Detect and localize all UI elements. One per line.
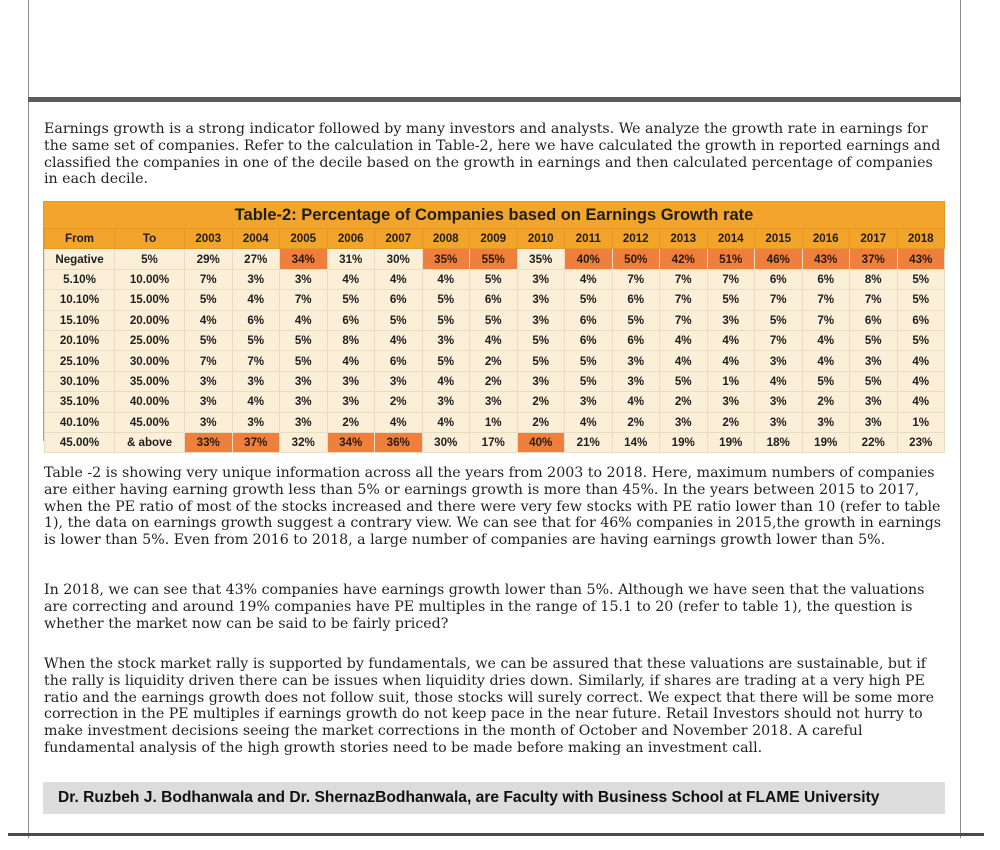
range-from-cell: 35.10% [45,392,115,412]
value-cell: 4% [660,330,708,350]
range-from-cell: 20.10% [45,330,115,350]
value-cell: 5% [422,351,470,371]
analysis-paragraph: Table -2 is showing very unique information across all the years from 2003 to 2018. Here, maximum numbers of companies are either having earning growth less than 5% or earnings growth is more than 45%. In the years between 2015 to 2017, when the PE ratio of most of the stocks increased and there were very few stocks with PE ratio lower than 10 (refer to table 1), the data on earnings growth suggest a contrary view. We can see that for 46% companies in 2015,the growth in earnings is lower than 5%. Even from 2016 to 2018, a large number of companies are having earnings growth lower than 5%. [44,465,942,549]
table-row [45,269,945,289]
value-cell: 6% [375,290,423,310]
value-cell: 6% [802,269,850,289]
value-cell: 3% [232,412,280,432]
value-cell: 2% [517,392,565,412]
range-from-cell: 15.10% [45,310,115,330]
conclusion-paragraph: When the stock market rally is supported by fundamentals, we can be assured that these valuations are sustainable, but if the rally is liquidity driven there can be issues when liquidity dries down. Similarly, if shares are trading at a very high PE ratio and the earnings growth does not follow suit, those stocks will surely correct. We expect that there will be some more correction in the PE multiples if earnings growth do not keep pace in the near future. Retail Investors should not hurry to make investment decisions seeing the market corrections in the month of October and November 2018. A careful fundamental analysis of the high growth stories need to be made before making an investment call. [44,656,934,756]
value-cell: 5% [185,290,233,310]
header-cell: 2009 [470,229,518,249]
value-cell: 3% [185,412,233,432]
range-to-cell: 45.00% [115,412,185,432]
table-row [45,412,945,432]
value-cell: 42% [660,249,708,269]
range-to-cell: 40.00% [115,392,185,412]
value-cell: 7% [660,290,708,310]
value-cell: 4% [375,412,423,432]
value-cell: 31% [327,249,375,269]
value-cell: 40% [517,432,565,452]
value-cell: 6% [565,310,613,330]
value-cell: 5% [660,371,708,391]
value-cell: 4% [280,310,328,330]
value-cell: 55% [470,249,518,269]
value-cell: 2% [327,412,375,432]
value-cell: 3% [422,330,470,350]
value-cell: 4% [707,351,755,371]
value-cell: 1% [470,412,518,432]
value-cell: 34% [280,249,328,269]
header-cell: 2015 [755,229,803,249]
intro-paragraph: Earnings growth is a strong indicator followed by many investors and analysts. We analyze the growth rate in earnings for the same set of companies. Refer to the calculation in Table-2, here we have calculated the growth in reported earnings and classified the companies in one of the decile based on the growth in earnings and then calculated percentage of companies in each decile. [44,121,941,188]
value-cell: 4% [185,310,233,330]
value-cell: 5% [185,330,233,350]
value-cell: 8% [850,269,898,289]
value-cell: 35% [422,249,470,269]
value-cell: 3% [327,392,375,412]
value-cell: 43% [802,249,850,269]
value-cell: 6% [327,310,375,330]
range-from-cell: 40.10% [45,412,115,432]
range-to-cell: 20.00% [115,310,185,330]
value-cell: 3% [660,412,708,432]
value-cell: 4% [897,351,945,371]
value-cell: 2% [375,392,423,412]
top-divider [28,97,961,102]
header-cell: 2008 [422,229,470,249]
header-cell: 2018 [897,229,945,249]
value-cell: 3% [707,310,755,330]
value-cell: 4% [327,269,375,289]
range-to-cell: 10.00% [115,269,185,289]
range-from-cell: 45.00% [45,432,115,452]
value-cell: 5% [327,290,375,310]
value-cell: 7% [232,351,280,371]
value-cell: 3% [755,351,803,371]
value-cell: 14% [612,432,660,452]
range-to-cell: 30.00% [115,351,185,371]
header-cell: 2004 [232,229,280,249]
value-cell: 7% [185,351,233,371]
value-cell: 37% [232,432,280,452]
value-cell: 4% [755,371,803,391]
value-cell: 23% [897,432,945,452]
table-row [45,392,945,412]
value-cell: 6% [755,269,803,289]
value-cell: 4% [232,392,280,412]
value-cell: 17% [470,432,518,452]
value-cell: 4% [422,371,470,391]
range-from-cell: 5.10% [45,269,115,289]
value-cell: 19% [660,432,708,452]
value-cell: 5% [850,371,898,391]
value-cell: 32% [280,432,328,452]
header-cell: From [45,229,115,249]
value-cell: 2% [660,392,708,412]
value-cell: 50% [612,249,660,269]
value-cell: 7% [185,269,233,289]
value-cell: 3% [755,412,803,432]
table-row [45,249,945,269]
value-cell: 3% [517,290,565,310]
value-cell: 37% [850,249,898,269]
value-cell: 3% [375,371,423,391]
value-cell: 3% [517,269,565,289]
value-cell: 2% [802,392,850,412]
table-row [45,371,945,391]
header-cell: 2010 [517,229,565,249]
value-cell: 33% [185,432,233,452]
value-cell: 2% [612,412,660,432]
value-cell: 4% [612,392,660,412]
value-cell: 2% [470,371,518,391]
value-cell: 19% [802,432,850,452]
header-cell: 2007 [375,229,423,249]
header-cell: 2016 [802,229,850,249]
value-cell: 21% [565,432,613,452]
value-cell: 3% [185,371,233,391]
header-cell: To [115,229,185,249]
value-cell: 7% [660,310,708,330]
value-cell: 4% [660,351,708,371]
value-cell: 5% [897,290,945,310]
value-cell: 7% [660,269,708,289]
earnings-growth-table [43,201,945,450]
value-cell: 51% [707,249,755,269]
value-cell: 4% [565,412,613,432]
range-from-cell: 10.10% [45,290,115,310]
value-cell: 3% [802,412,850,432]
value-cell: 35% [517,249,565,269]
value-cell: 3% [280,392,328,412]
value-cell: 34% [327,432,375,452]
range-to-cell: 25.00% [115,330,185,350]
value-cell: 5% [897,330,945,350]
value-cell: 4% [802,351,850,371]
header-cell: 2017 [850,229,898,249]
table-row [45,290,945,310]
range-from-cell: 25.10% [45,351,115,371]
value-cell: 5% [755,310,803,330]
range-to-cell: & above [115,432,185,452]
value-cell: 3% [612,351,660,371]
value-cell: 2% [470,351,518,371]
value-cell: 4% [802,330,850,350]
header-cell: 2005 [280,229,328,249]
value-cell: 29% [185,249,233,269]
value-cell: 4% [707,330,755,350]
valuation-paragraph: In 2018, we can see that 43% companies have earnings growth lower than 5%. Although we have seen that the valuations are correcting and around 19% companies have PE multiples in the range of 15.1 to 20 (refer to table 1), the question is whether the market now can be said to be fairly priced? [44,582,925,632]
value-cell: 3% [612,371,660,391]
table-body [45,249,945,453]
value-cell: 5% [565,351,613,371]
table-row [45,432,945,452]
value-cell: 6% [470,290,518,310]
value-cell: 3% [422,392,470,412]
value-cell: 3% [517,371,565,391]
value-cell: 6% [897,310,945,330]
value-cell: 2% [517,412,565,432]
value-cell: 4% [470,330,518,350]
value-cell: 3% [850,351,898,371]
value-cell: 3% [517,310,565,330]
value-cell: 5% [422,310,470,330]
value-cell: 4% [422,269,470,289]
value-cell: 4% [565,269,613,289]
author-credit-box [43,782,945,814]
value-cell: 3% [327,371,375,391]
value-cell: 30% [422,432,470,452]
value-cell: 46% [755,249,803,269]
data-table [44,228,945,453]
author-credit: Dr. Ruzbeh J. Bodhanwala and Dr. ShernazBodhanwala, are Faculty with Business School at FLAME University [58,789,880,806]
value-cell: 3% [850,412,898,432]
value-cell: 3% [232,371,280,391]
value-cell: 19% [707,432,755,452]
value-cell: 6% [232,310,280,330]
header-cell: 2006 [327,229,375,249]
value-cell: 4% [232,290,280,310]
value-cell: 5% [470,310,518,330]
range-to-cell: 35.00% [115,371,185,391]
range-from-cell: Negative [45,249,115,269]
value-cell: 4% [327,351,375,371]
value-cell: 1% [707,371,755,391]
bottom-divider [8,833,984,836]
value-cell: 5% [517,330,565,350]
value-cell: 6% [612,330,660,350]
value-cell: 6% [850,310,898,330]
table-row [45,351,945,371]
value-cell: 5% [612,310,660,330]
value-cell: 5% [470,269,518,289]
value-cell: 30% [375,249,423,269]
value-cell: 22% [850,432,898,452]
table-row [45,330,945,350]
value-cell: 7% [755,330,803,350]
value-cell: 5% [565,371,613,391]
value-cell: 5% [850,330,898,350]
value-cell: 3% [280,412,328,432]
value-cell: 3% [232,269,280,289]
value-cell: 7% [755,290,803,310]
value-cell: 3% [280,269,328,289]
frame-left-border [28,0,29,838]
range-to-cell: 15.00% [115,290,185,310]
value-cell: 5% [232,330,280,350]
value-cell: 36% [375,432,423,452]
value-cell: 3% [185,392,233,412]
header-cell: 2011 [565,229,613,249]
header-cell: 2012 [612,229,660,249]
value-cell: 7% [612,269,660,289]
header-cell: 2014 [707,229,755,249]
table-row [45,310,945,330]
value-cell: 6% [565,330,613,350]
value-cell: 5% [280,351,328,371]
value-cell: 5% [280,330,328,350]
value-cell: 3% [565,392,613,412]
value-cell: 3% [707,392,755,412]
value-cell: 2% [707,412,755,432]
value-cell: 18% [755,432,803,452]
value-cell: 4% [375,330,423,350]
range-to-cell: 5% [115,249,185,269]
value-cell: 5% [897,269,945,289]
value-cell: 7% [707,269,755,289]
value-cell: 4% [422,412,470,432]
value-cell: 5% [422,290,470,310]
value-cell: 40% [565,249,613,269]
value-cell: 5% [375,310,423,330]
value-cell: 5% [565,290,613,310]
value-cell: 5% [802,371,850,391]
value-cell: 5% [517,351,565,371]
range-from-cell: 30.10% [45,371,115,391]
value-cell: 4% [375,269,423,289]
value-cell: 7% [850,290,898,310]
value-cell: 27% [232,249,280,269]
table-title: Table-2: Percentage of Companies based on Earnings Growth rate [234,206,754,224]
value-cell: 6% [612,290,660,310]
value-cell: 5% [707,290,755,310]
value-cell: 3% [280,371,328,391]
value-cell: 7% [802,290,850,310]
value-cell: 3% [755,392,803,412]
header-cell: 2013 [660,229,708,249]
value-cell: 7% [802,310,850,330]
table-header-row [45,229,945,249]
header-cell: 2003 [185,229,233,249]
value-cell: 3% [850,392,898,412]
value-cell: 43% [897,249,945,269]
value-cell: 1% [897,412,945,432]
frame-right-border [960,0,961,838]
value-cell: 6% [375,351,423,371]
value-cell: 8% [327,330,375,350]
value-cell: 4% [897,371,945,391]
value-cell: 4% [897,392,945,412]
value-cell: 3% [470,392,518,412]
value-cell: 7% [280,290,328,310]
